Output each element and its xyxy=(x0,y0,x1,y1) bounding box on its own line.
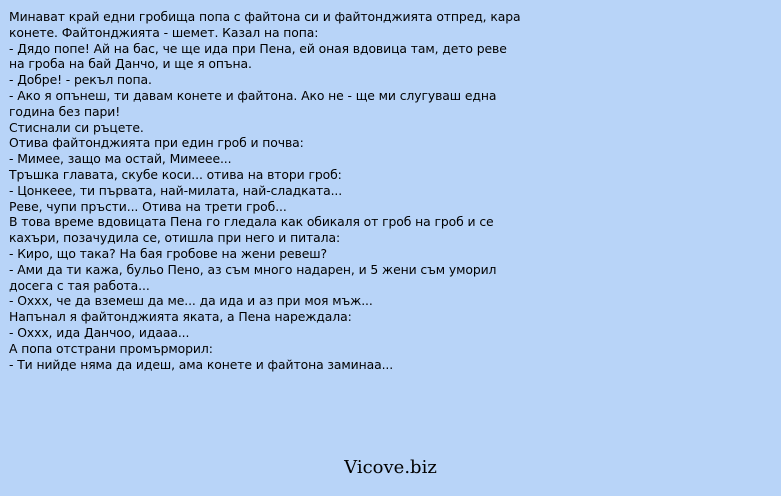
joke-line: кахъри, позачудила се, отишла при него и питала: xyxy=(9,230,341,246)
joke-line: Напънал я файтонджията яката, а Пена нареждала: xyxy=(9,309,352,325)
joke-line: - Ами да ти кажа, бульо Пено, аз съм много надарен, и 5 жени съм уморил xyxy=(9,261,497,277)
joke-line: - Ти нийде няма да идеш, ама конете и файтона заминаа... xyxy=(9,356,394,372)
joke-line: Реве, чупи пръсти... Отива на трети гроб... xyxy=(9,198,287,214)
joke-line: - Оххх, че да вземеш да ме... да ида и аз при моя мъж... xyxy=(9,293,373,309)
joke-line: - Цонкеее, ти първата, най-милата, най-сладката... xyxy=(9,182,343,198)
joke-line: досега с тая работа... xyxy=(9,277,150,293)
joke-line: Минават край едни гробища попа с файтона си и файтонджията отпред, кара xyxy=(9,9,521,24)
joke-line: на гроба на бай Данчо, и ще я опъна. xyxy=(9,56,252,72)
joke-text xyxy=(9,9,569,372)
joke-line: - Мимее, защо ма остай, Мимеее... xyxy=(9,151,232,167)
joke-line: - Киро, що така? На бая гробове на жени ревеш? xyxy=(9,245,327,261)
joke-line: конете. Файтонджията - шемет. Казал на попа: xyxy=(9,24,319,40)
joke-line: - Ако я опънеш, ти давам конете и файтона. Ако не - ще ми слугуваш една xyxy=(9,87,497,103)
joke-line: Отива файтонджията при един гроб и почва: xyxy=(9,135,304,151)
joke-line: - Дядо попе! Ай на бас, че ще ида при Пена, ей оная вдовица там, дето реве xyxy=(9,40,507,56)
site-footer-brand: Vicove.biz xyxy=(344,457,437,478)
joke-line: В това време вдовицата Пена го гледала как обикаля от гроб на гроб и се xyxy=(9,214,494,230)
joke-line: А попа отстрани промърморил: xyxy=(9,340,213,356)
joke-line: Тръшка главата, скубе коси... отива на втори гроб: xyxy=(9,166,342,182)
joke-line: - Добре! - рекъл попа. xyxy=(9,72,152,88)
joke-line: Стиснали си ръцете. xyxy=(9,119,144,135)
joke-line: - Оххх, ида Данчоо, идааа... xyxy=(9,324,190,340)
joke-line: година без пари! xyxy=(9,103,121,119)
